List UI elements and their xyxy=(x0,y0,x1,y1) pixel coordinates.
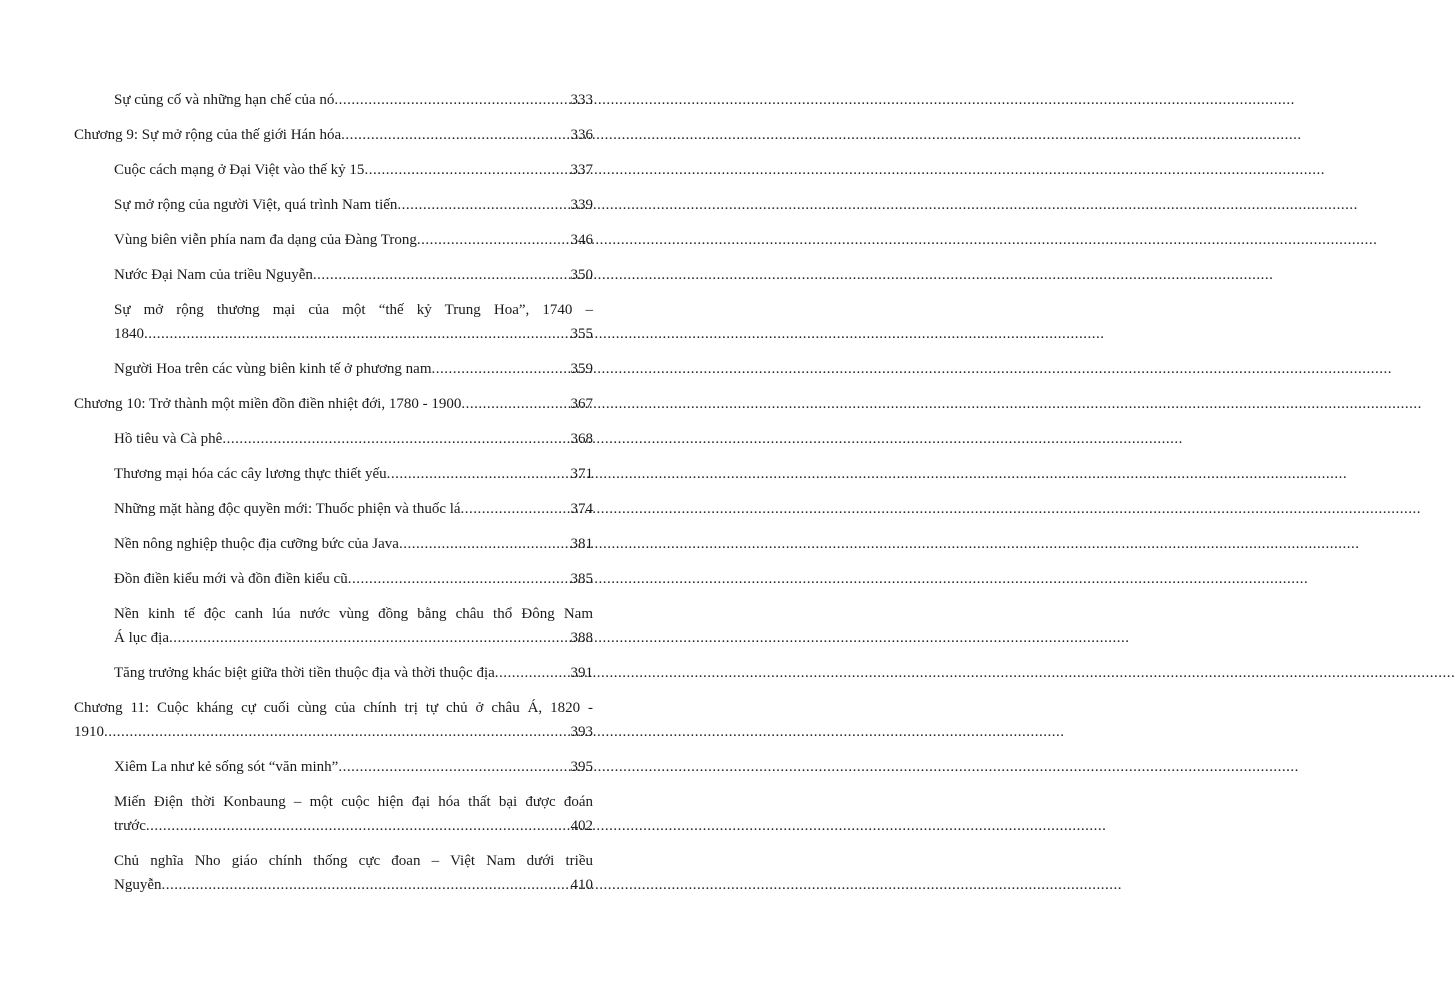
toc-chapter[interactable] xyxy=(0,696,676,744)
page xyxy=(0,0,676,1001)
toc-entry-page: 339 xyxy=(570,197,593,213)
toc-entry[interactable] xyxy=(0,602,676,650)
toc-entry[interactable] xyxy=(0,849,676,897)
dot-leader xyxy=(397,193,570,217)
toc-chapter-page: 336 xyxy=(570,127,593,143)
toc-entry[interactable] xyxy=(0,158,676,182)
toc-entry-title: Thương mại hóa các cây lương thực thiết yếu xyxy=(114,466,387,482)
toc-entry-page: 346 xyxy=(570,232,593,248)
toc-entry-title-line1: Sự mở rộng thương mại của một “thế kỷ Trung Hoa”, 1740 – xyxy=(114,302,593,318)
toc-entry-title-line1: Miến Điện thời Konbaung – một cuộc hiện đại hóa thất bại được đoán xyxy=(114,794,593,810)
dot-leader xyxy=(144,322,571,346)
toc-entry-page: 368 xyxy=(570,431,593,447)
dot-leader xyxy=(334,88,570,112)
dot-leader xyxy=(146,814,571,838)
toc-entry-title: Hồ tiêu và Cà phê xyxy=(114,431,223,447)
dot-leader xyxy=(169,626,571,650)
dot-leader xyxy=(387,462,571,486)
dot-leader xyxy=(495,661,571,685)
toc-entry-page: 385 xyxy=(570,571,593,587)
toc-entry[interactable] xyxy=(0,462,676,486)
toc-entry-page: 374 xyxy=(570,501,593,517)
toc-entry-title: Những mặt hàng độc quyền mới: Thuốc phiện và thuốc lá xyxy=(114,501,461,517)
toc-entry[interactable] xyxy=(0,228,676,252)
toc-entry[interactable] xyxy=(0,298,676,346)
toc-entry[interactable] xyxy=(0,755,676,779)
toc-entry-title: Xiêm La như kẻ sống sót “văn minh” xyxy=(114,759,339,775)
toc-entry-page: 355 xyxy=(570,326,593,342)
toc-chapter-title: Chương 10: Trở thành một miền đồn điền nhiệt đới, 1780 - 1900 xyxy=(74,396,462,412)
dot-leader xyxy=(431,357,570,381)
toc-entry-title: Vùng biên viễn phía nam đa dạng của Đàng Trong xyxy=(114,232,417,248)
toc-entry[interactable] xyxy=(0,497,676,521)
toc-entry-title: Cuộc cách mạng ở Đại Việt vào thế kỷ 15 xyxy=(114,162,365,178)
toc-entry-page: 381 xyxy=(570,536,593,552)
dot-leader xyxy=(162,873,571,897)
toc-entry-page: 402 xyxy=(570,818,593,834)
dot-leader xyxy=(364,158,570,182)
toc-entry-page: 337 xyxy=(570,162,593,178)
toc-entry-title: Đồn điền kiểu mới và đồn điền kiểu cũ xyxy=(114,571,348,587)
toc-entry[interactable] xyxy=(0,532,676,556)
toc-entry-page: 391 xyxy=(570,665,593,681)
dot-leader xyxy=(461,497,571,521)
toc-entry-title: Người Hoa trên các vùng biên kinh tế ở phương nam xyxy=(114,361,432,377)
dot-leader xyxy=(461,392,570,416)
toc-entry[interactable] xyxy=(0,193,676,217)
dot-leader xyxy=(399,532,571,556)
toc-entry-title: Sự củng cố và những hạn chế của nó xyxy=(114,92,335,108)
toc-chapter-page: 367 xyxy=(570,396,593,412)
toc-chapter[interactable] xyxy=(0,392,676,416)
toc-entry-title-line1: Chủ nghĩa Nho giáo chính thống cực đoan – Việt Nam dưới triều xyxy=(114,853,593,869)
dot-leader xyxy=(417,228,571,252)
toc-entry-title-line2: 1840 xyxy=(114,326,144,342)
toc-chapter-title-line2: 1910 xyxy=(74,724,104,740)
dot-leader xyxy=(104,720,571,744)
toc-entry-title-line2: Á lục địa xyxy=(114,630,169,646)
toc-chapter-title-line1: Chương 11: Cuộc kháng cự cuối cùng của chính trị tự chủ ở châu Á, 1820 - xyxy=(74,700,593,716)
dot-leader xyxy=(341,123,570,147)
toc-entry[interactable] xyxy=(0,427,676,451)
toc-chapter-title: Chương 9: Sự mở rộng của thế giới Hán hóa xyxy=(74,127,342,143)
dot-leader xyxy=(313,263,571,287)
toc-entry-title: Nền nông nghiệp thuộc địa cưỡng bức của Java xyxy=(114,536,399,552)
toc-entry-page: 333 xyxy=(570,92,593,108)
toc-chapter[interactable] xyxy=(0,123,676,147)
toc-entry[interactable] xyxy=(0,661,676,685)
toc-entry-title: Sự mở rộng của người Việt, quá trình Nam tiến xyxy=(114,197,398,213)
dot-leader xyxy=(338,755,570,779)
toc-entry[interactable] xyxy=(0,790,676,838)
toc-entry-title-line1: Nền kinh tế độc canh lúa nước vùng đồng bằng châu thổ Đông Nam xyxy=(114,606,593,622)
toc-entry[interactable] xyxy=(0,88,676,112)
toc-entry-page: 410 xyxy=(570,877,593,893)
toc-entry[interactable] xyxy=(0,567,676,591)
toc-entry-page: 395 xyxy=(570,759,593,775)
dot-leader xyxy=(222,427,570,451)
toc-entry-title: Nước Đại Nam của triều Nguyễn xyxy=(114,267,313,283)
toc-entry-page: 359 xyxy=(570,361,593,377)
dot-leader xyxy=(348,567,571,591)
toc-entry-page: 371 xyxy=(570,466,593,482)
toc-entry-page: 350 xyxy=(570,267,593,283)
toc-entry-title-line2: Nguyễn xyxy=(114,877,162,893)
toc-entry-title-line2: trước xyxy=(114,818,146,834)
toc-entry-page: 388 xyxy=(570,630,593,646)
toc-entry[interactable] xyxy=(0,357,676,381)
toc-chapter-page: 393 xyxy=(570,724,593,740)
toc-entry-title: Tăng trưởng khác biệt giữa thời tiền thuộc địa và thời thuộc địa xyxy=(114,665,495,681)
table-of-contents xyxy=(0,88,676,908)
toc-entry[interactable] xyxy=(0,263,676,287)
